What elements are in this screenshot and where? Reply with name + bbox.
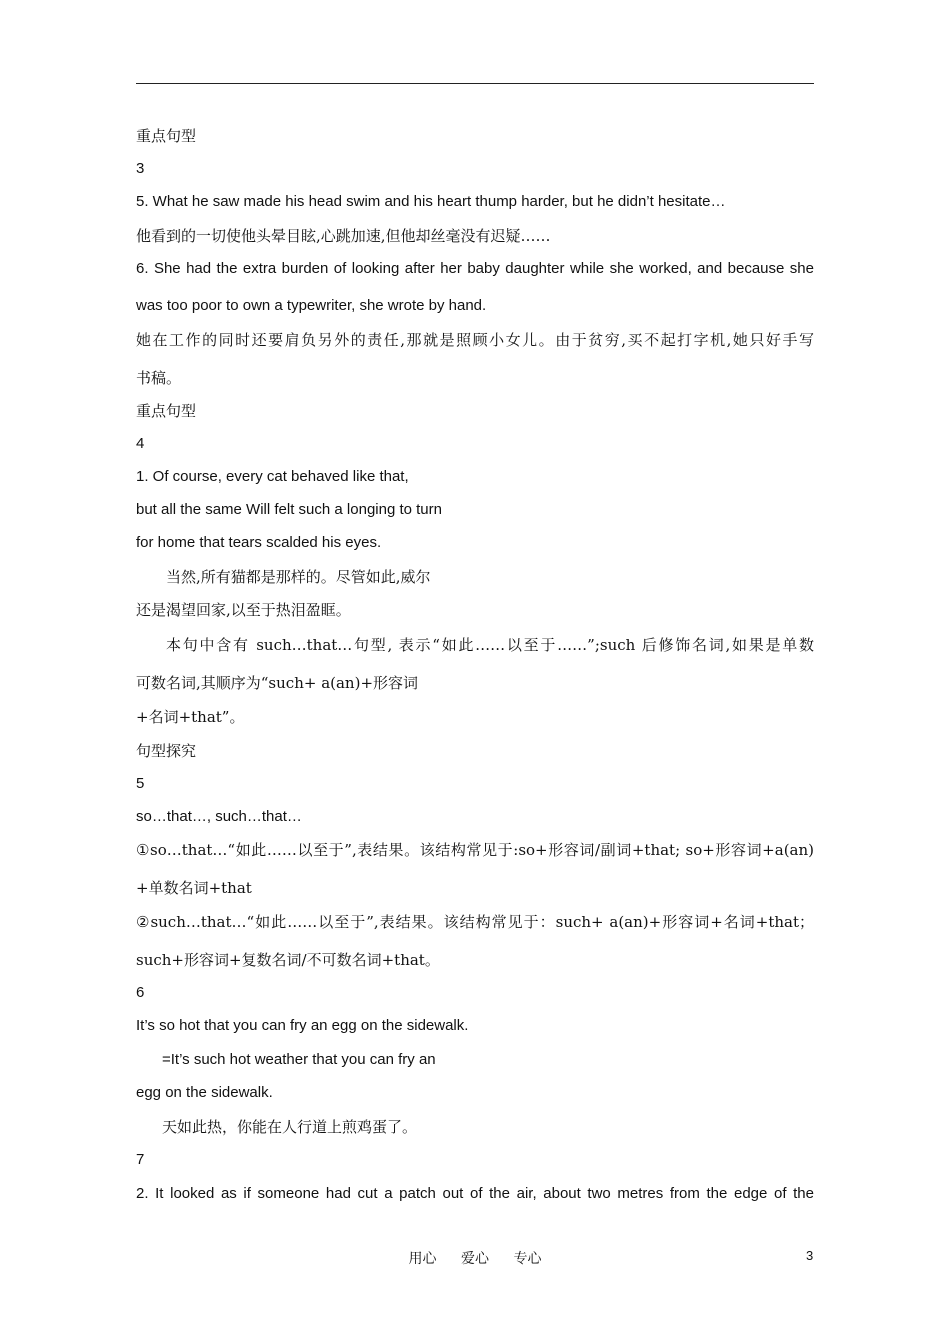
section-heading: 重点句型: [136, 127, 197, 145]
section-heading: 重点句型: [136, 402, 197, 420]
section-number: 5: [136, 775, 145, 792]
structure-title: so…that…, such…that…: [136, 808, 302, 825]
english-sentence: =It’s such hot weather that you can fry an: [162, 1051, 436, 1068]
chinese-translation: 他看到的一切使他头晕目眩,心跳加速,但他却丝毫没有迟疑……: [136, 227, 551, 245]
english-sentence: was too poor to own a typewriter, she wrote by hand.: [136, 297, 487, 314]
grammar-note: 可数名词,其顺序为“such+ a(an)+形容词: [136, 674, 419, 692]
section-number: 6: [136, 984, 145, 1001]
footer-motto: 专心: [513, 1251, 542, 1267]
english-sentence: 5. What he saw made his head swim and his heart thump harder, but he didn’t hesitate…: [136, 193, 726, 210]
page-number: 3: [806, 1248, 814, 1263]
header-rule: [136, 83, 814, 84]
english-sentence: for home that tears scalded his eyes.: [136, 534, 382, 551]
section-number: 4: [136, 435, 145, 452]
english-sentence: 2. It looked as if someone had cut a patch out of the air, about two metres from the edge of the: [136, 1185, 814, 1202]
structure-rule-1: ①so…that…“如此……以至于”,表结果。该结构常见于:so+形容词/副词+that; so+形容词+a(an): [136, 841, 814, 859]
english-sentence: egg on the sidewalk.: [136, 1084, 273, 1101]
english-sentence: 1. Of course, every cat behaved like that,: [136, 468, 409, 485]
chinese-translation: 还是渴望回家,以至于热泪盈眶。: [136, 601, 351, 619]
chinese-translation: 当然,所有猫都是那样的。尽管如此,威尔: [166, 568, 431, 586]
english-sentence: but all the same Will felt such a longing to turn: [136, 501, 442, 518]
structure-rule-1: +单数名词+that: [136, 879, 252, 897]
section-number: 7: [136, 1151, 145, 1168]
footer-motto: 爱心: [461, 1251, 489, 1267]
structure-rule-2: ②such…that…“如此……以至于”,表结果。该结构常见于：such+ a(an)+形容词+名词+that；: [136, 913, 814, 931]
structure-rule-2: such+形容词+复数名词/不可数名词+that。: [136, 951, 440, 969]
grammar-note: 本句中含有 such…that…句型, 表示“如此……以至于……”;such 后修饰名词,如果是单数: [166, 636, 814, 654]
chinese-translation: 她在工作的同时还要肩负另外的责任,那就是照顾小女儿。由于贫穷,买不起打字机,她只好手写: [136, 331, 814, 349]
chinese-translation: 天如此热，你能在人行道上煎鸡蛋了。: [162, 1118, 418, 1136]
footer-motto: 用心: [408, 1251, 437, 1267]
section-heading: 句型探究: [136, 742, 197, 760]
chinese-translation: 书稿。: [136, 369, 182, 387]
english-sentence: It’s so hot that you can fry an egg on the sidewalk.: [136, 1017, 469, 1034]
section-number: 3: [136, 160, 145, 177]
grammar-note: +名词+that”。: [136, 708, 245, 726]
english-sentence: 6. She had the extra burden of looking after her baby daughter while she worked, and because she: [136, 260, 814, 277]
